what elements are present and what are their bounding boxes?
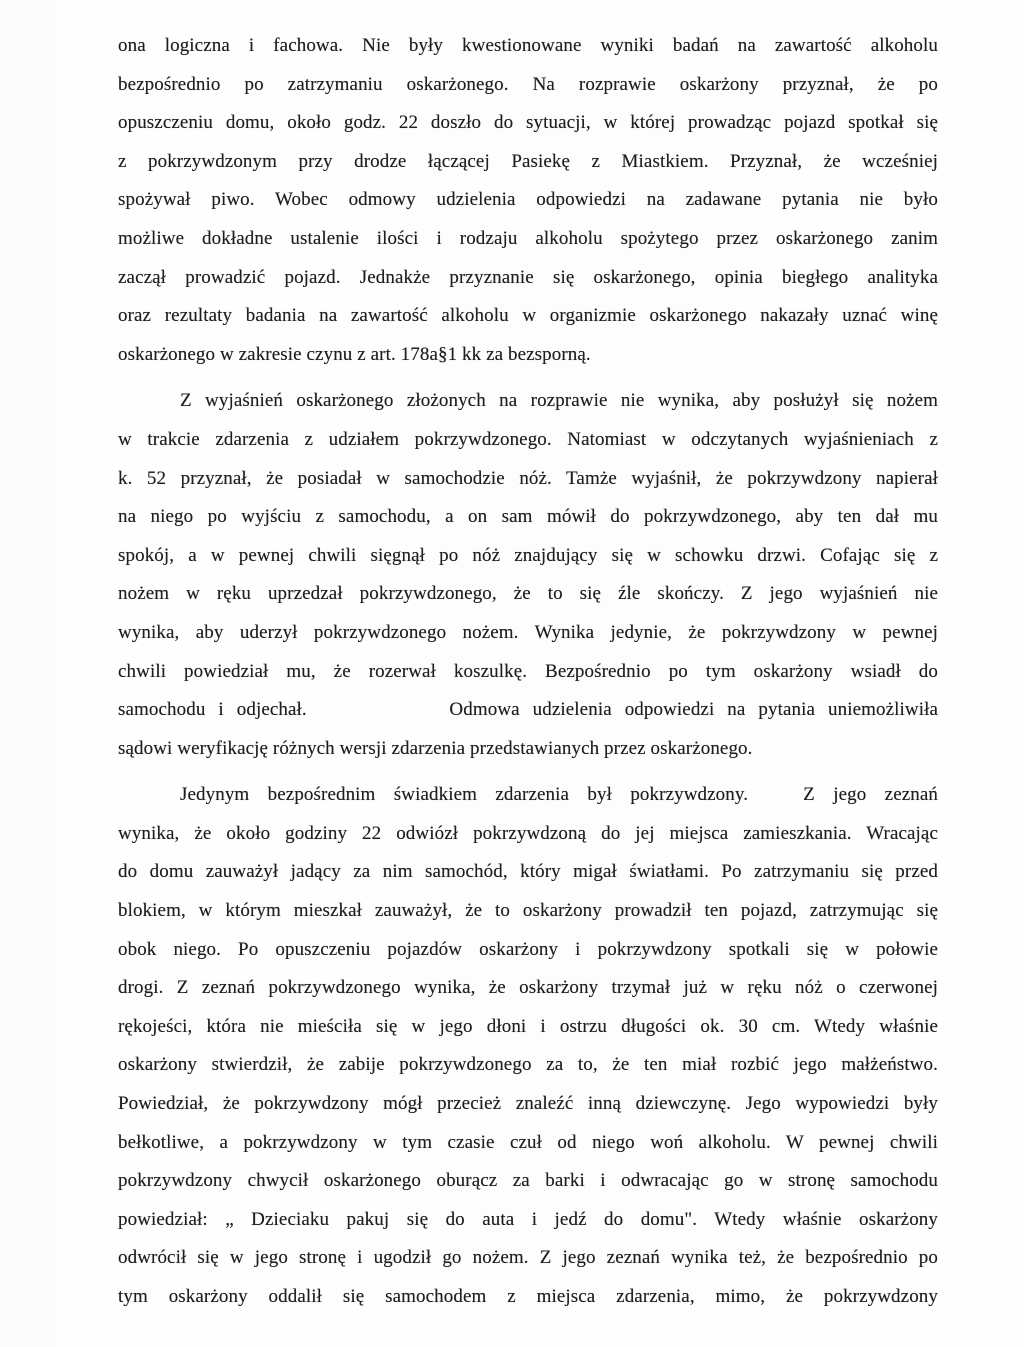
paragraph bbox=[118, 27, 938, 374]
text-line: oskarżonego w zakresie czynu z art. 178a§1 kk za bezsporną. bbox=[118, 343, 591, 365]
text-line: odwrócił się w jego stronę i ugodził go nożem. Z jego zeznań wynika też, że bezpośrednio po bbox=[118, 1247, 938, 1269]
text-line: sądowi weryfikację różnych wersji zdarzenia przedstawianych przez oskarżonego. bbox=[118, 737, 753, 759]
text-line: nożem w ręku uprzedzał pokrzywdzonego, że to się źle skończy. Z jego wyjaśnień nie bbox=[118, 583, 938, 605]
text-line: blokiem, w którym mieszkał zauważył, że to oskarżony prowadził ten pojazd, zatrzymując się bbox=[118, 900, 938, 922]
text-line: obok niego. Po opuszczeniu pojazdów oskarżony i pokrzywdzony spotkali się w połowie bbox=[118, 938, 938, 960]
text-line: spokój, a w pewnej chwili sięgnął po nóż znajdujący się w schowku drzwi. Cofając się z bbox=[118, 544, 938, 566]
text-line: Jedynym bezpośrednim świadkiem zdarzenia był pokrzywdzony. Z jego zeznań bbox=[180, 784, 938, 806]
text-line: zaczął prowadzić pojazd. Jednakże przyznanie się oskarżonego, opinia biegłego analityka bbox=[118, 266, 938, 288]
text-line: wynika, aby uderzył pokrzywdzonego nożem. Wynika jedynie, że pokrzywdzony w pewnej bbox=[118, 621, 938, 643]
text-line: wynika, że około godziny 22 odwiózł pokrzywdzoną do jej miejsca zamieszkania. Wracając bbox=[118, 822, 938, 844]
text-line: Z wyjaśnień oskarżonego złożonych na rozprawie nie wynika, aby posłużył się nożem bbox=[180, 390, 938, 412]
text-line: powiedział: „ Dzieciaku pakuj się do auta i jedź do domu". Wtedy właśnie oskarżony bbox=[118, 1208, 938, 1230]
text-line: bezpośrednio po zatrzymaniu oskarżonego. Na rozprawie oskarżony przyznał, że po bbox=[118, 73, 938, 95]
text-line: bełkotliwe, a pokrzywdzony w tym czasie czuł od niego woń alkoholu. W pewnej chwili bbox=[118, 1131, 938, 1153]
document-text bbox=[118, 27, 938, 1317]
text-line: ona logiczna i fachowa. Nie były kwestionowane wyniki badań na zawartość alkoholu bbox=[118, 35, 938, 56]
text-line: w trakcie zdarzenia z udziałem pokrzywdzonego. Natomiast w odczytanych wyjaśnieniach z bbox=[118, 428, 938, 450]
text-line: tym oskarżony oddalił się samochodem z miejsca zdarzenia, mimo, że pokrzywdzony bbox=[118, 1286, 938, 1307]
text-line: oskarżony stwierdził, że zabije pokrzywdzonego za to, że ten miał rozbić jego małżeństwo. bbox=[118, 1054, 938, 1076]
paragraph bbox=[118, 382, 938, 768]
paragraph bbox=[118, 776, 938, 1316]
text-line: z pokrzywdzonym przy drodze łączącej Pasiekę z Miastkiem. Przyznał, że wcześniej bbox=[118, 150, 938, 172]
text-line: oraz rezultaty badania na zawartość alkoholu w organizmie oskarżonego nakazały uznać winę bbox=[118, 305, 938, 327]
text-line: Powiedział, że pokrzywdzony mógł przecież znaleźć inną dziewczynę. Jego wypowiedzi były bbox=[118, 1093, 938, 1115]
text-line: pokrzywdzony chwycił oskarżonego oburącz za barki i odwracając go w stronę samochodu bbox=[118, 1170, 938, 1192]
text-line: opuszczeniu domu, około godz. 22 doszło do sytuacji, w której prowadząc pojazd spotkał się bbox=[118, 112, 938, 134]
text-line: do domu zauważył jadący za nim samochód, który migał światłami. Po zatrzymaniu się przed bbox=[118, 861, 938, 883]
text-line: spożywał piwo. Wobec odmowy udzielenia odpowiedzi na zadawane pytania nie było bbox=[118, 189, 938, 211]
text-line: na niego po wyjściu z samochodu, a on sam mówił do pokrzywdzonego, aby ten dał mu bbox=[118, 506, 938, 528]
text-line: chwili powiedział mu, że rozerwał koszulkę. Bezpośrednio po tym oskarżony wsiadł do bbox=[118, 660, 938, 682]
text-line: możliwe dokładne ustalenie ilości i rodzaju alkoholu spożytego przez oskarżonego zanim bbox=[118, 227, 938, 249]
text-line: rękojeści, która nie mieściła się w jego dłoni i ostrzu długości ok. 30 cm. Wtedy właśnie bbox=[118, 1015, 938, 1037]
text-line: samochodu i odjechał. Odmowa udzielenia odpowiedzi na pytania uniemożliwiła bbox=[118, 699, 938, 721]
text-line: k. 52 przyznał, że posiadał w samochodzie nóż. Tamże wyjaśnił, że pokrzywdzony napierał bbox=[118, 467, 938, 489]
text-line: drogi. Z zeznań pokrzywdzonego wynika, że oskarżony trzymał już w ręku nóż o czerwonej bbox=[118, 977, 938, 999]
